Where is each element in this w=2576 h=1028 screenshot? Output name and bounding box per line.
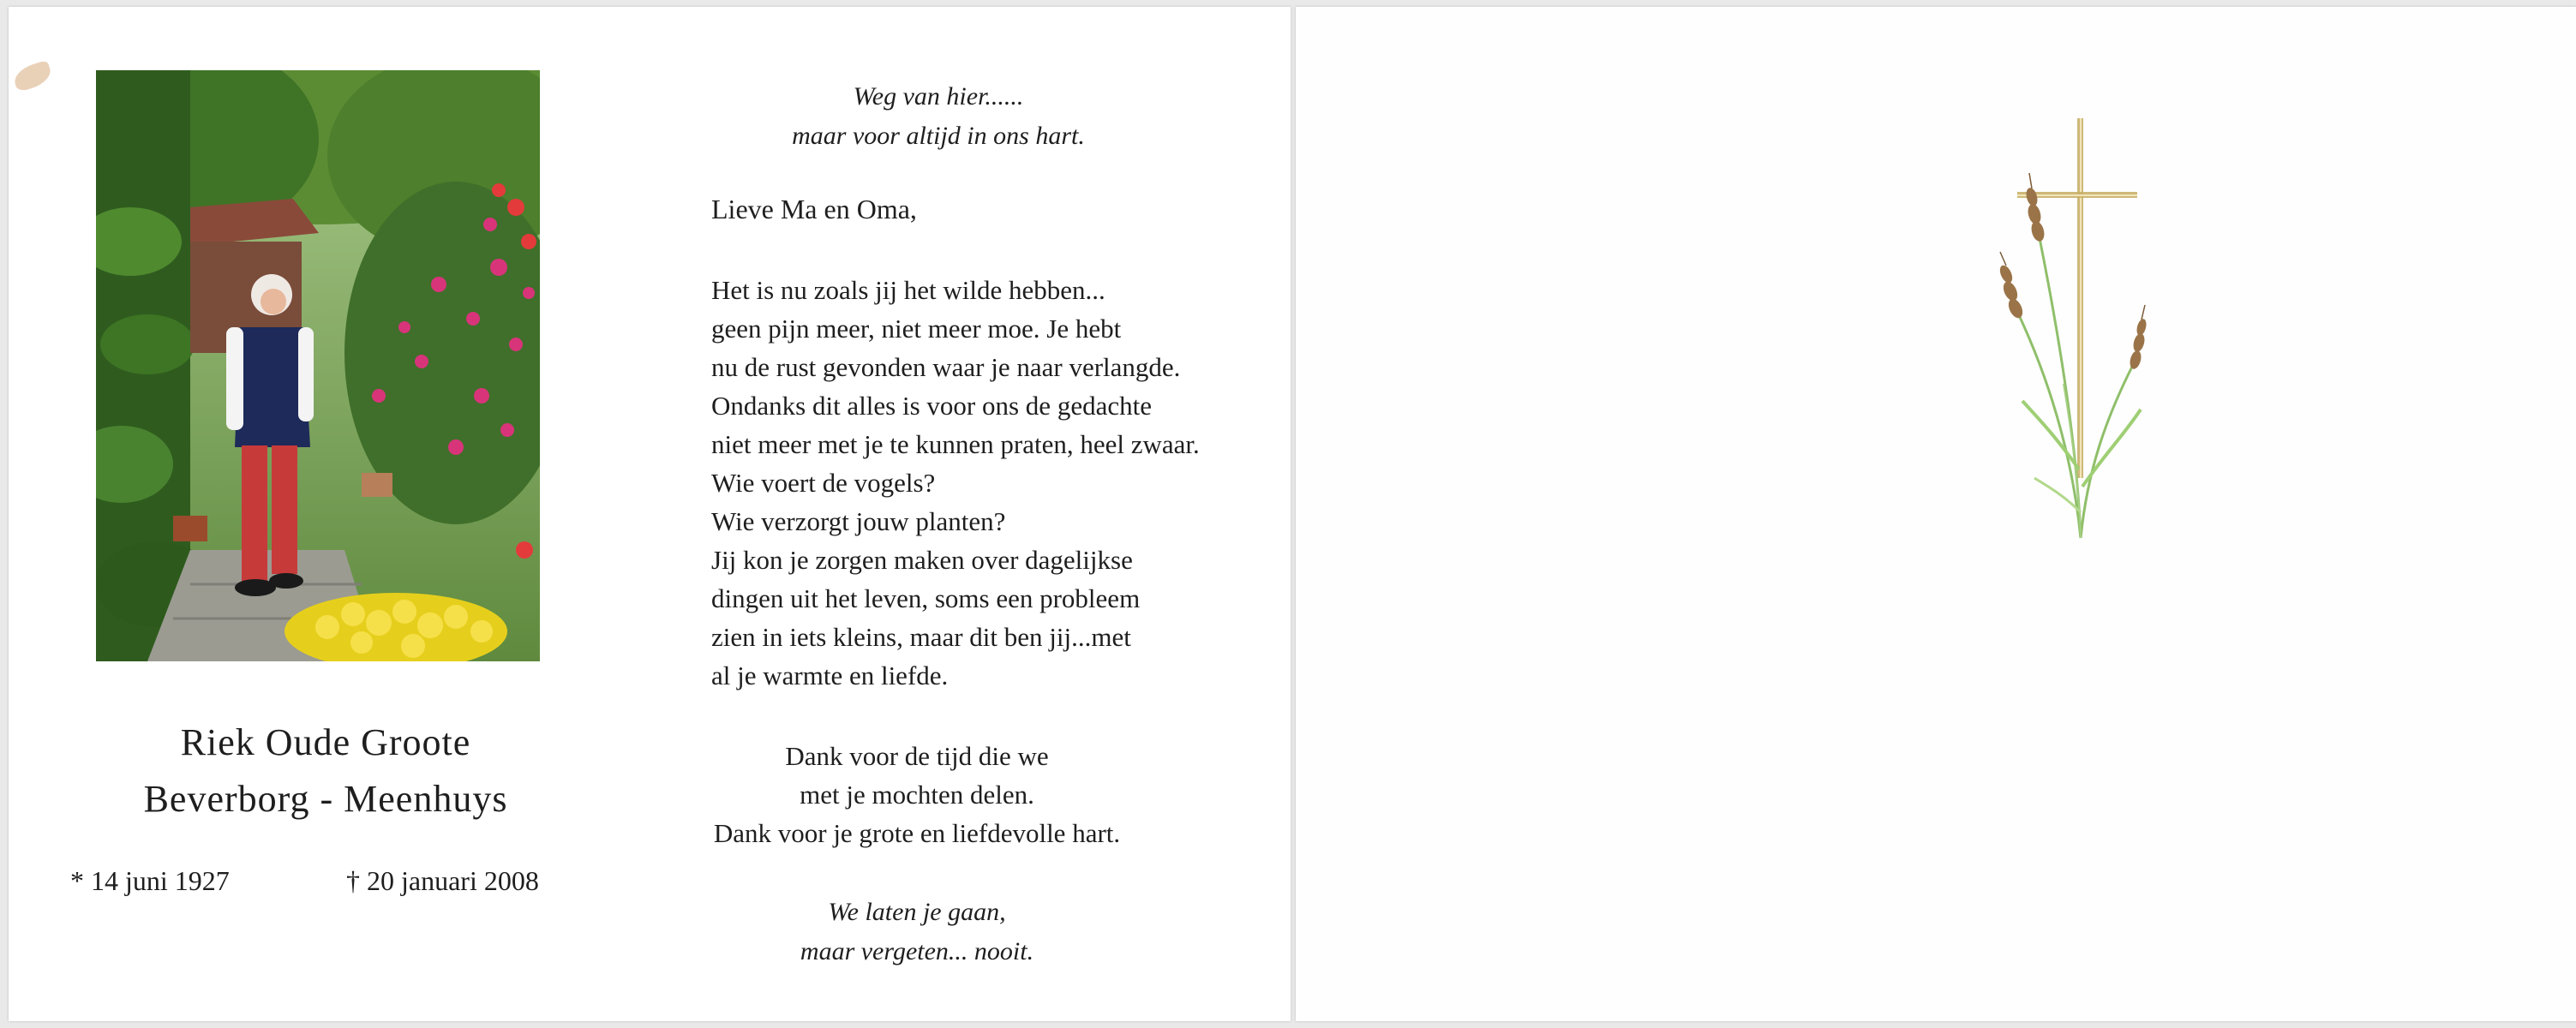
verse-line: Weg van hier...... (853, 82, 1024, 111)
text-line: Wie verzorgt jouw planten? (711, 506, 1006, 536)
opening-verse (660, 77, 1217, 156)
verse-line: maar voor altijd in ons hart. (792, 122, 1085, 150)
name-line-2: Beverborg - Meenhuys (143, 778, 508, 820)
text-line: dingen uit het leven, soms een probleem (711, 583, 1141, 613)
text-line: Wie voert de vogels? (711, 468, 936, 498)
text-line: geen pijn meer, niet meer moe. Je hebt (711, 314, 1122, 344)
text-line: Het is nu zoals jij het wilde hebben... (711, 275, 1105, 305)
text-line: zien in iets kleins, maar dit ben jij...met (711, 622, 1131, 652)
memorial-card-back (1296, 7, 2576, 1021)
name-line-1: Riek Oude Groote (180, 721, 471, 763)
text-line: nu de rust gevonden waar je naar verlangde. (711, 352, 1181, 382)
memorial-text (711, 271, 1231, 695)
text-line: niet meer met je te kunnen praten, heel zwaar. (711, 429, 1200, 459)
memorial-card-inside (9, 7, 1291, 1021)
text-line: Ondanks dit alles is voor ons de gedachte (711, 391, 1152, 421)
greeting: Lieve Ma en Oma, (711, 194, 917, 224)
thanks-line: met je mochten delen. (800, 780, 1034, 810)
death-date: † 20 januari 2008 (346, 865, 539, 896)
paper-tab-mark (11, 60, 54, 93)
deceased-name (34, 714, 617, 828)
closing-verse (660, 893, 1174, 971)
verse-line: We laten je gaan, (828, 898, 1006, 926)
portrait-photo (96, 70, 540, 661)
birth-date: * 14 juni 1927 (70, 865, 230, 896)
thanks-line: Dank voor je grote en liefdevolle hart. (713, 818, 1121, 848)
thanks-verse (660, 737, 1174, 852)
woman-in-garden-photo (96, 70, 540, 661)
cross-with-wheat-icon (1978, 110, 2184, 555)
text-line: Jij kon je zorgen maken over dagelijkse (711, 545, 1133, 575)
verse-line: maar vergeten... nooit. (800, 937, 1034, 965)
thanks-line: Dank voor de tijd die we (785, 741, 1049, 771)
text-line: al je warmte en liefde. (711, 660, 949, 690)
